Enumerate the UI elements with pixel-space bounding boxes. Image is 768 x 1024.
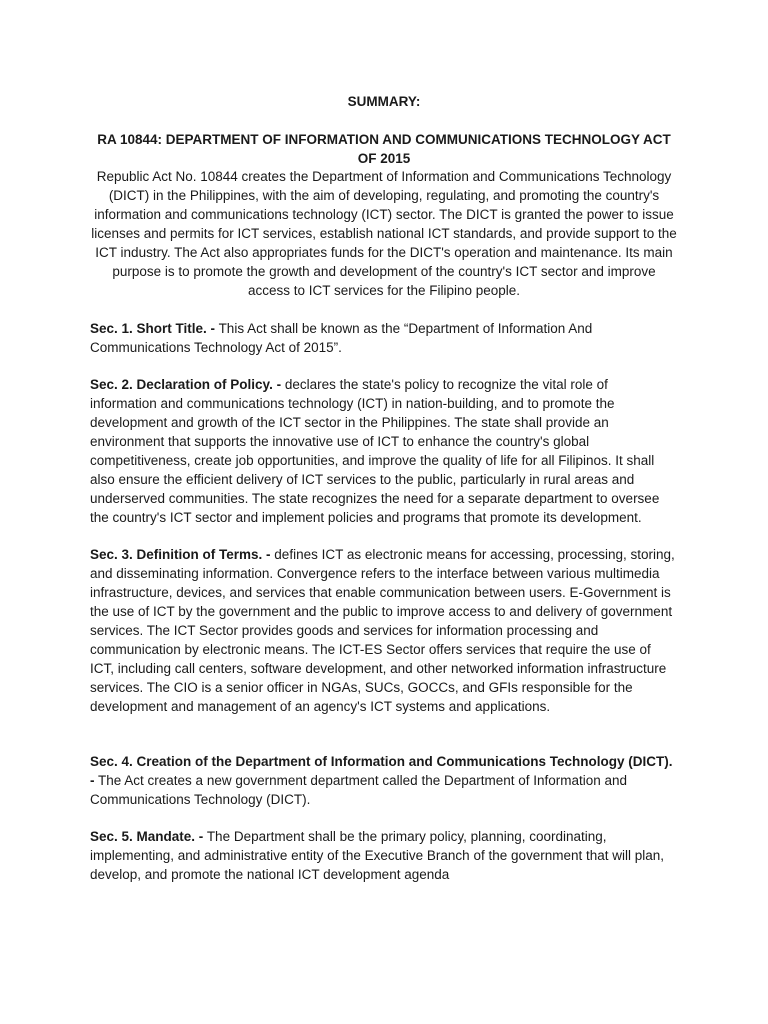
document-page [90, 0, 678, 1024]
section-label: Sec. 1. Short Title. - [90, 321, 216, 336]
section-3 [90, 545, 678, 716]
section-text: The Department shall be the primary policy, planning, coordinating, implementing, and administrative entity of the Executive Branch of the government that will plan, develop, and promote the national ICT development agenda [90, 829, 665, 882]
act-title: RA 10844: DEPARTMENT OF INFORMATION AND COMMUNICATIONS TECHNOLOGY ACT OF 2015 [97, 132, 671, 166]
section-label: Sec. 5. Mandate. - [90, 829, 204, 844]
section-label: Sec. 4. Creation of the Department of Information and Communications Technology (DICT). - [90, 754, 673, 788]
section-1 [90, 319, 678, 357]
summary-heading: SUMMARY: [347, 94, 421, 109]
section-label: Sec. 2. Declaration of Policy. - [90, 377, 282, 392]
section-label: Sec. 3. Definition of Terms. - [90, 547, 271, 562]
section-5 [90, 827, 678, 884]
section-text: This Act shall be known as the “Department of Information And Communications Technology Act of 2015”. [90, 321, 593, 355]
section-4 [90, 752, 678, 809]
section-text: defines ICT as electronic means for accessing, processing, storing, and disseminating information. Convergence refers to the interface between various multimedia infrastructure, devices, and services that enable communication between users. E-Government is the use of ICT by the government and the public to improve access to and delivery of government services. The ICT Sector provides goods and services for information processing and communication by electronic means. The ICT-ES Sector offers services that require the use of ICT, including call centers, software development, and other networked information infrastructure services. The CIO is a senior officer in NGAs, SUCs, GOCCs, and GFIs responsible for the development and management of an agency's ICT systems and applications. [90, 547, 675, 714]
section-text: declares the state's policy to recognize the vital role of information and communications technology (ICT) in nation-building, and to promote the development and growth of the ICT sector in the Philippines. The state shall provide an environment that supports the innovative use of ICT to enhance the country's global competitiveness, create job opportunities, and improve the quality of life for all Filipinos. It shall also ensure the efficient delivery of ICT services to the public, particularly in rural areas and underserved communities. The state recognizes the need for a separate department to oversee the country's ICT sector and implement policies and programs that promote its development. [90, 377, 660, 525]
intro-paragraph: Republic Act No. 10844 creates the Department of Information and Communications Technology (DICT) in the Philippines, with the aim of developing, regulating, and promoting the country's information and communications technology (ICT) sector. The DICT is granted the power to issue licenses and permits for ICT services, establish national ICT standards, and provide support to the ICT industry. The Act also appropriates funds for the DICT's operation and maintenance. Its main purpose is to promote the growth and development of the country's ICT sector and improve access to ICT services for the Filipino people. [91, 169, 677, 298]
section-2 [90, 375, 678, 527]
section-text: The Act creates a new government department called the Department of Information and Communications Technology (DICT). [90, 773, 628, 807]
